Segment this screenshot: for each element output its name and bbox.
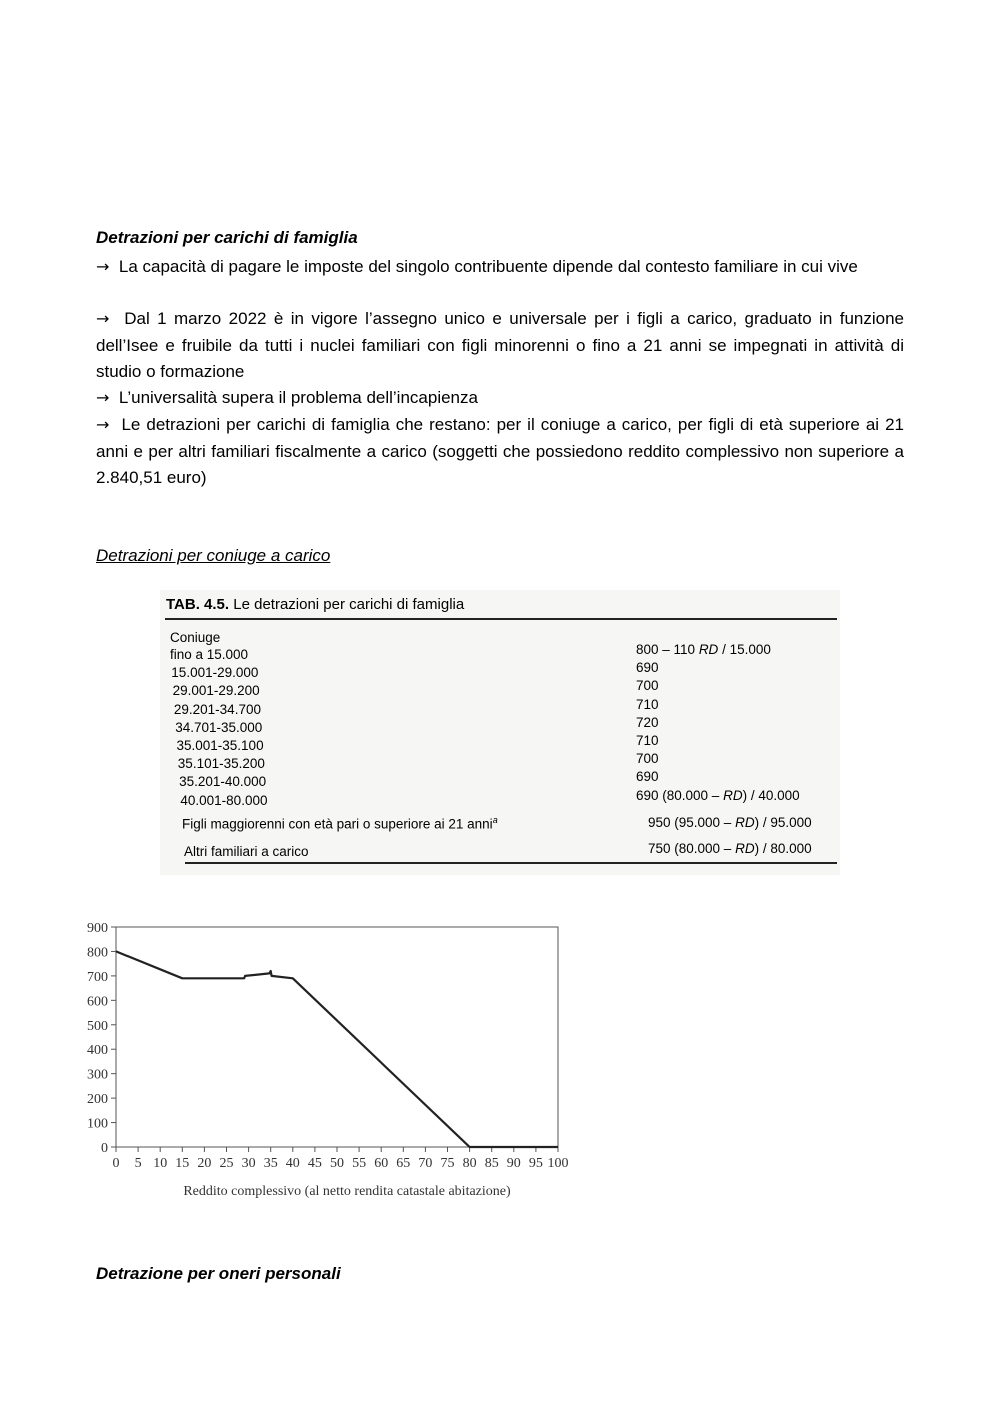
table-row-figli-label <box>182 815 498 832</box>
x-tick-label: 0 <box>112 1156 120 1171</box>
x-tick-label: 70 <box>418 1156 433 1171</box>
x-tick-label: 55 <box>352 1156 367 1171</box>
table-title-text: Le detrazioni per carichi di famiglia <box>233 596 465 613</box>
figli-value-a: 950 (95.000 – <box>648 815 736 830</box>
x-tick-label: 60 <box>374 1156 389 1171</box>
x-tick-label: 15 <box>175 1156 190 1171</box>
table-row-figli-value <box>648 815 812 830</box>
x-tick-label: 85 <box>484 1156 499 1171</box>
x-axis-label: Reddito complessivo (al netto rendita catastale abitazione) <box>183 1184 511 1199</box>
paragraph-2-text: Dal 1 marzo 2022 è in vigore l’assegno unico e universale per i figli a carico, graduato in funzione dell’Isee e fruibile da tutti i nuclei familiari con figli minorenni o fino a 21 anni se impegnati in attività di studio o formazione <box>96 309 904 381</box>
altri-value-a: 750 (80.000 – <box>648 841 736 856</box>
table-row-value <box>636 715 659 730</box>
table-row-range: fino a 15.000 <box>170 647 249 662</box>
chart-svg <box>70 915 590 1205</box>
table-row-range: 29.001-29.200 <box>172 683 260 699</box>
row-value-a: 700 <box>636 751 659 767</box>
y-tick-label: 400 <box>87 1043 108 1059</box>
paragraph-4 <box>96 412 904 492</box>
table-row-range: 35.001-35.100 <box>176 738 264 753</box>
plot-frame <box>116 927 558 1147</box>
x-tick-label: 75 <box>440 1156 455 1171</box>
table-row-range: 35.201-40.000 <box>179 774 267 790</box>
figli-footnote: a <box>492 815 498 825</box>
x-tick-label: 30 <box>241 1156 256 1171</box>
x-tick-label: 80 <box>462 1156 477 1171</box>
altri-rd: RD <box>735 841 755 856</box>
section-heading-oneri-personali: Detrazione per oneri personali <box>96 1264 341 1283</box>
series-line <box>116 951 558 1147</box>
y-tick-label: 500 <box>87 1018 108 1034</box>
section-heading-carichi-famiglia: Detrazioni per carichi di famiglia <box>96 228 358 247</box>
figli-value-b: ) / 95.000 <box>754 815 812 830</box>
table-row-altri-label: Altri familiari a carico <box>184 844 309 859</box>
x-tick-label: 25 <box>219 1156 234 1171</box>
row-value-b: ) / 40.000 <box>742 787 800 803</box>
table-scan-image <box>160 590 840 875</box>
x-tick-label: 40 <box>285 1156 300 1171</box>
table-bottom-rule <box>185 862 837 864</box>
section-subheading-coniuge: Detrazioni per coniuge a carico <box>96 546 331 565</box>
table-title <box>166 596 464 613</box>
x-tick-label: 20 <box>197 1156 212 1171</box>
row-value-a: 800 – 110 <box>636 642 699 657</box>
paragraph-2 <box>96 306 904 386</box>
table-row-value <box>636 678 659 693</box>
table-row-value <box>636 697 659 712</box>
table-row-value <box>636 788 800 803</box>
table-row-value <box>636 769 659 784</box>
y-tick-label: 700 <box>87 969 108 985</box>
figli-rd: RD <box>735 815 755 830</box>
x-tick-label: 5 <box>134 1156 142 1171</box>
row-value-a: 710 <box>636 733 659 748</box>
y-tick-label: 800 <box>87 945 108 961</box>
table-row-range: 40.001-80.000 <box>180 792 268 808</box>
x-tick-label: 10 <box>153 1156 168 1171</box>
x-tick-label: 100 <box>547 1156 569 1171</box>
y-tick-label: 300 <box>87 1067 108 1083</box>
row-value-b: / 15.000 <box>718 642 771 657</box>
table-group-coniuge: Coniuge <box>170 630 221 645</box>
table-row-range: 29.201-34.700 <box>173 701 261 717</box>
paragraph-3 <box>96 385 904 412</box>
y-tick-label: 600 <box>87 994 108 1010</box>
x-tick-label: 35 <box>263 1156 278 1171</box>
arrow-icon: → <box>96 309 110 328</box>
x-tick-label: 90 <box>506 1156 521 1171</box>
table-top-rule <box>165 618 837 620</box>
table-row-value <box>636 660 659 675</box>
y-tick-label: 100 <box>87 1116 108 1132</box>
row-value-rd: RD <box>698 642 719 657</box>
row-value-a: 690 <box>636 660 659 676</box>
y-tick-label: 0 <box>101 1141 108 1156</box>
row-value-rd: RD <box>723 787 743 803</box>
arrow-icon: → <box>96 257 110 276</box>
paragraph-1-text: La capacità di pagare le imposte del singolo contribuente dipende dal contesto familiare in cui vive <box>118 257 858 276</box>
row-value-a: 720 <box>636 714 659 730</box>
y-tick-label: 200 <box>87 1092 108 1108</box>
paragraph-1 <box>96 254 904 281</box>
figli-label: Figli maggiorenni con età pari o superiore ai 21 anni <box>182 816 493 832</box>
row-value-a: 690 <box>636 769 659 785</box>
table-row-value <box>636 733 659 748</box>
arrow-icon: → <box>96 388 110 407</box>
table-row-range: 35.101-35.200 <box>177 756 265 772</box>
table-row-value <box>636 642 771 657</box>
table-row-range: 34.701-35.000 <box>175 719 263 735</box>
deduction-line-chart <box>70 915 590 1205</box>
table-row-value <box>636 751 659 766</box>
y-tick-label: 900 <box>87 921 108 936</box>
x-tick-label: 45 <box>307 1156 322 1171</box>
row-value-a: 700 <box>636 678 659 694</box>
row-value-a: 710 <box>636 696 659 712</box>
altri-value-b: ) / 80.000 <box>754 841 812 856</box>
x-tick-label: 65 <box>396 1156 411 1171</box>
paragraph-3-text: L’universalità supera il problema dell’incapienza <box>118 388 478 407</box>
arrow-icon: → <box>96 415 110 434</box>
table-label: TAB. 4.5. <box>166 596 230 613</box>
table-row-altri-value <box>648 841 812 856</box>
row-value-a: 690 (80.000 – <box>636 787 724 803</box>
table-row-range: 15.001-29.000 <box>171 665 259 681</box>
paragraph-4-text: Le detrazioni per carichi di famiglia che restano: per il coniuge a carico, per figli di età superiore ai 21 anni e per altri familiari fiscalmente a carico (soggetti che possiedono reddito complessivo non superiore a 2.840,51 euro) <box>96 415 904 487</box>
x-tick-label: 50 <box>330 1156 344 1171</box>
x-tick-label: 95 <box>528 1156 543 1171</box>
